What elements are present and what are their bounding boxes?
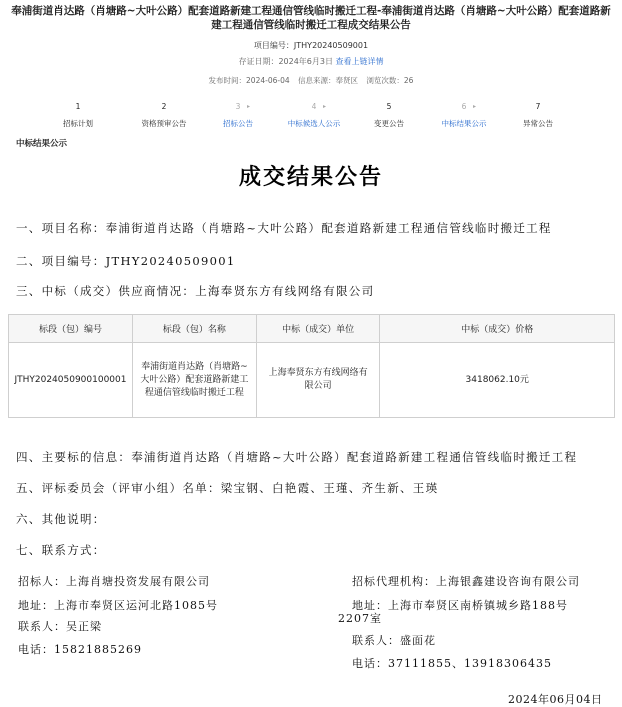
document-title: 成交结果公告 — [238, 165, 383, 190]
step-label: 中标候选人公示 — [287, 119, 341, 128]
step-number: 3 — [235, 102, 241, 111]
step-number: 7 — [535, 102, 541, 111]
project-name-line: 一、项目名称：奉浦街道肖达路（肖塘路~大叶公路）配套道路新建工程通信管线临时搬迁工程 — [16, 221, 552, 235]
column-header: 标段（包）名称 — [132, 315, 256, 343]
tenderer-name: 招标人：上海肖塘投资发展有限公司 — [18, 575, 210, 588]
step-number: 1 — [75, 102, 81, 111]
table-cell: JTHY2024050900100001 — [9, 343, 133, 418]
step-label: 变更公告 — [374, 119, 404, 128]
step-label: 招标计划 — [63, 119, 93, 128]
step-number: 4 — [311, 102, 317, 111]
project-code: 项目编号：JTHY20240509001 — [253, 41, 369, 50]
agent-phone: 电话：37111855、13918306435 — [352, 657, 552, 670]
announcement-date: 2024年06月04日 — [508, 693, 603, 706]
step-exception[interactable] — [493, 100, 583, 130]
table-cell: 奉浦街道肖达路（肖塘路~大叶公路）配套道路新建工程通信管线临时搬迁工程 — [132, 343, 256, 418]
column-header: 中标（成交）单位 — [256, 315, 380, 343]
announcement-title: 奉浦街道肖达路（肖塘路~大叶公路）配套道路新建工程通信管线临时搬迁工程-奉浦街道肖达路（肖塘路~大叶公路）配套道路新建工程通信管线临时搬迁工程成交结果公告 — [11, 5, 611, 31]
step-label: 中标结果公示 — [441, 119, 487, 128]
table-cell: 上海奉贤东方有线网络有限公司 — [256, 343, 380, 418]
arrow-right-icon: ▸ — [323, 103, 327, 110]
contact-heading: 七、联系方式： — [16, 543, 106, 557]
publish-meta — [0, 75, 622, 86]
agent-contact: 联系人：盛面花 — [352, 634, 436, 647]
agent-address-cont: 2207室 — [338, 612, 382, 625]
committee-line: 五、评标委员会（评审小组）名单：梁宝钢、白艳霞、王瑾、齐生新、王瑛 — [16, 481, 439, 495]
tenderer-contact: 联系人：吴正梁 — [18, 620, 102, 633]
step-number: 6 — [461, 102, 467, 111]
step-number: 2 — [161, 102, 167, 111]
agent-name: 招标代理机构：上海银鑫建设咨询有限公司 — [352, 575, 580, 588]
archive-date: 存证日期：2024年6月3日 — [238, 57, 333, 66]
step-number: 5 — [386, 102, 392, 111]
arrow-right-icon: ▸ — [247, 103, 251, 110]
publish-time: 发布时间：2024-06-04 — [208, 76, 290, 85]
view-count: 浏览次数：26 — [366, 76, 414, 85]
step-label: 异常公告 — [523, 119, 553, 128]
main-subject-line: 四、主要标的信息：奉浦街道肖达路（肖塘路~大叶公路）配套道路新建工程通信管线临时搬迁工程 — [16, 450, 578, 464]
column-header: 中标（成交）价格 — [380, 315, 615, 343]
other-notes-line: 六、其他说明： — [16, 512, 106, 526]
tenderer-phone: 电话：15821885269 — [18, 643, 142, 656]
step-label: 资格预审公告 — [141, 119, 187, 128]
arrow-right-icon: ▸ — [473, 103, 477, 110]
tenderer-address: 地址：上海市奉贤区运河北路1085号 — [18, 599, 218, 612]
step-label: 招标公告 — [223, 119, 253, 128]
info-source: 信息来源：奉贤区 — [298, 76, 359, 85]
process-steps — [0, 100, 622, 130]
table-cell: 3418062.10元 — [380, 343, 615, 418]
archive-info — [0, 56, 622, 67]
table-header-row — [9, 315, 615, 343]
result-table — [8, 314, 615, 418]
table-row — [9, 343, 615, 418]
step-bid-plan[interactable] — [33, 100, 123, 130]
supplier-line: 三、中标（成交）供应商情况：上海奉贤东方有线网络有限公司 — [16, 284, 375, 298]
project-code-line: 二、项目编号：JTHY20240509001 — [16, 254, 236, 268]
column-header: 标段（包）编号 — [9, 315, 133, 343]
section-label: 中标结果公示 — [16, 139, 68, 149]
view-chain-details-link[interactable]: 查看上链详情 — [335, 57, 384, 66]
agent-address: 地址：上海市奉贤区南桥镇城乡路188号 — [352, 599, 568, 612]
